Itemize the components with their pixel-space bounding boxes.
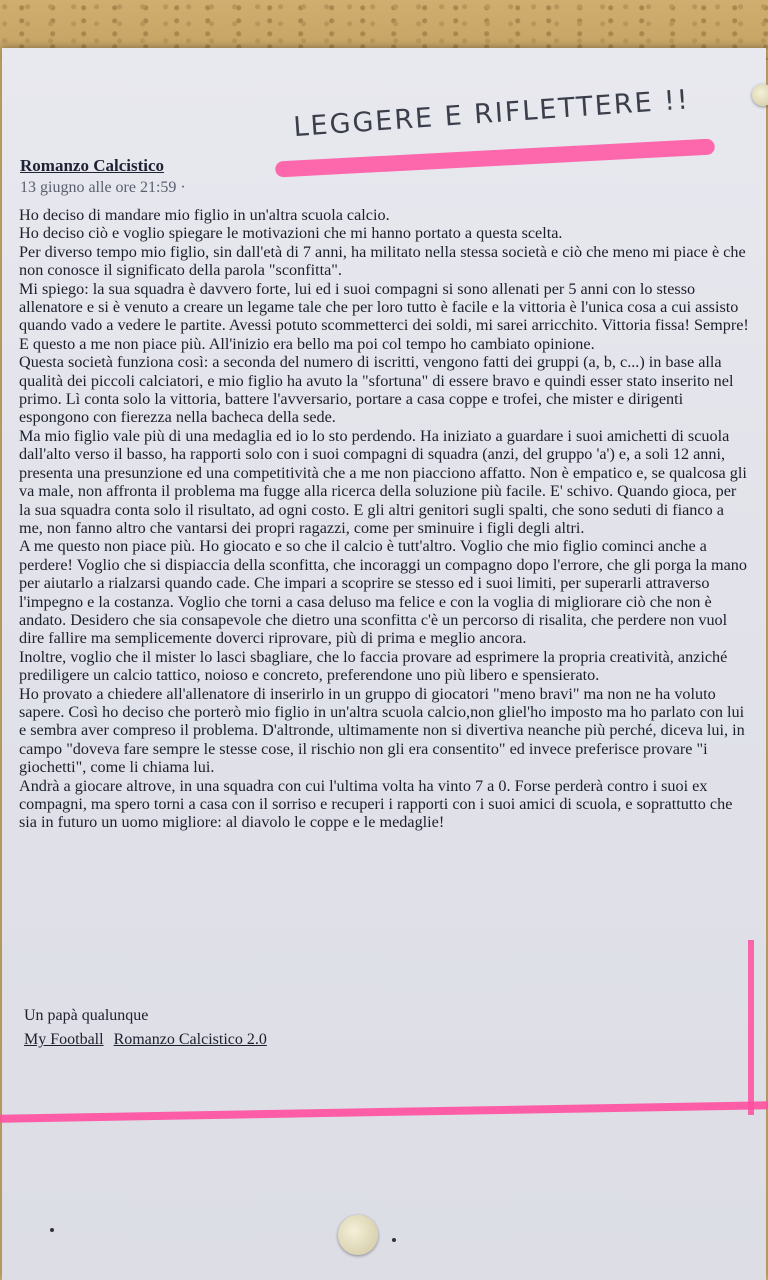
paragraph: Ho deciso ciò e voglio spiegare le motivazioni che mi hanno portato a questa scelta. (19, 224, 563, 243)
paragraph: Ma mio figlio vale più di una medaglia ed io lo sto perdendo. Ha iniziato a guardare i suoi amichetti di scuola dall'alto verso il basso, ha rapporti solo con i suoi compagni di squadra (anzi, del gruppo 'a') e, a soli 12 anni, presenta una presunzione ed una competitività che a me non piacciono affatto. Non è empatico e, se qualcosa gli va male, non affronta il problema ma fugge alla ricerca della soluzione più facile. E' schivo. Quando gioca, per la sua squadra conta solo il risultato, ad ogni costo. E gli altri genitori sugli spalti, che sono seduti di fianco a me, non fanno altro che vantarsi dei propri ragazzi, come per sminuire i figli degli altri. (19, 426, 747, 537)
post-tags (24, 1031, 273, 1049)
dot-mark (392, 1238, 396, 1242)
tag-link-my-football[interactable]: My Football (24, 1031, 104, 1048)
tag-link-romanzo-calcistico[interactable]: Romanzo Calcistico 2.0 (113, 1031, 267, 1048)
paragraph: Ho provato a chiedere all'allenatore di inserirlo in un gruppo di giocatori "meno bravi" ma non ne ha voluto sapere. Così ho deciso che porterò mio figlio in un'altra scuola calcio,non gliel'ho imposto ma ho parlato con lui e sembra aver compreso il problema. D'altronde, ultimamente non si divertiva neanche più perché, diceva lui, in campo "doveva fare sempre le stesse cose, il rischio non gli era consentito" ed invece preferisce provare "i giochetti", come li chiama lui. (19, 684, 745, 777)
dot-mark (50, 1228, 54, 1232)
post-title: Romanzo Calcistico (20, 156, 165, 175)
handwritten-note: LEGGERE E RIFLETTERE !! (292, 84, 691, 144)
post-date: 13 giugno alle ore 21:59 · (20, 179, 186, 196)
post-body (19, 206, 749, 832)
paragraph: E questo a me non piace più. All'inizio era bello ma poi col tempo ho cambiato opinione. (19, 334, 595, 353)
paragraph: Per diverso tempo mio figlio, sin dall'età di 7 anni, ha militato nella stessa società e ciò che meno mi piace è che non conosce il significato della parola "sconfitta". (19, 242, 746, 280)
pushpin-icon (338, 1215, 378, 1255)
paragraph: Questa società funziona così: a seconda del numero di iscritti, vengono fatti dei gruppi (a, b, c...) in base alla qualità dei piccoli calciatori, e mio figlio ha avuto la "sfortuna" di essere bravo e quindi esser stato inserito nel primo. Lì conta solo la vittoria, battere l'avversario, portare a casa coppe e trofei, che mister e dirigenti espongono con fierezza nella bacheca della sede. (19, 353, 734, 427)
paragraph: Ho deciso di mandare mio figlio in un'altra scuola calcio. (19, 206, 390, 224)
pink-highlighter-stroke-right (748, 940, 754, 1115)
paragraph: Andrà a giocare altrove, in una squadra con cui l'ultima volta ha vinto 7 a 0. Forse perderà contro i suoi ex compagni, ma spero torni a casa con il sorriso e recuperi i rapporti con i suoi amici di scuola, e soprattutto che sia in futuro un uomo migliore: al diavolo le coppe e le medaglie! (19, 776, 733, 832)
paragraph: A me questo non piace più. Ho giocato e so che il calcio è tutt'altro. Voglio che mio figlio cominci anche a perdere! Voglio che si dispiaccia della sconfitta, che incoraggi un compagno dopo l'errore, che gli porga la mano per aiutarlo a rialzarsi quando cade. Che impari a scoprire se stesso ed i suoi limiti, per superarli attraverso l'impegno e la costanza. Voglio che torni a casa deluso ma felice e con la voglia di migliorare ciò che non è andato. Desidero che sia consapevole che dietro una sconfitta c'è un percorso di risalita, che perdere non vuol dire fallire ma semplicemente doverci riprovare, più di prima e meglio ancora. (19, 537, 747, 648)
pushpin-icon (752, 84, 768, 106)
paragraph: Mi spiego: la sua squadra è davvero forte, lui ed i suoi compagni si sono allenati per 5 anni con lo stesso allenatore e si è venuto a creare un legame tale che per loro tutto è facile e la vittoria è l'unica cosa a cui assisto quando vado a vedere le partite. Avessi potuto scommetterci dei soldi, mi sarei arricchito. Vittoria fissa! Sempre! (19, 279, 749, 335)
post-signature: Un papà qualunque (24, 1007, 149, 1024)
paragraph: Inoltre, voglio che il mister lo lasci sbagliare, che lo faccia provare ad esprimere la propria creatività, anziché prediligere un calcio tattico, noioso e concreto, preferendone uno più libero e spensierato. (19, 647, 728, 685)
